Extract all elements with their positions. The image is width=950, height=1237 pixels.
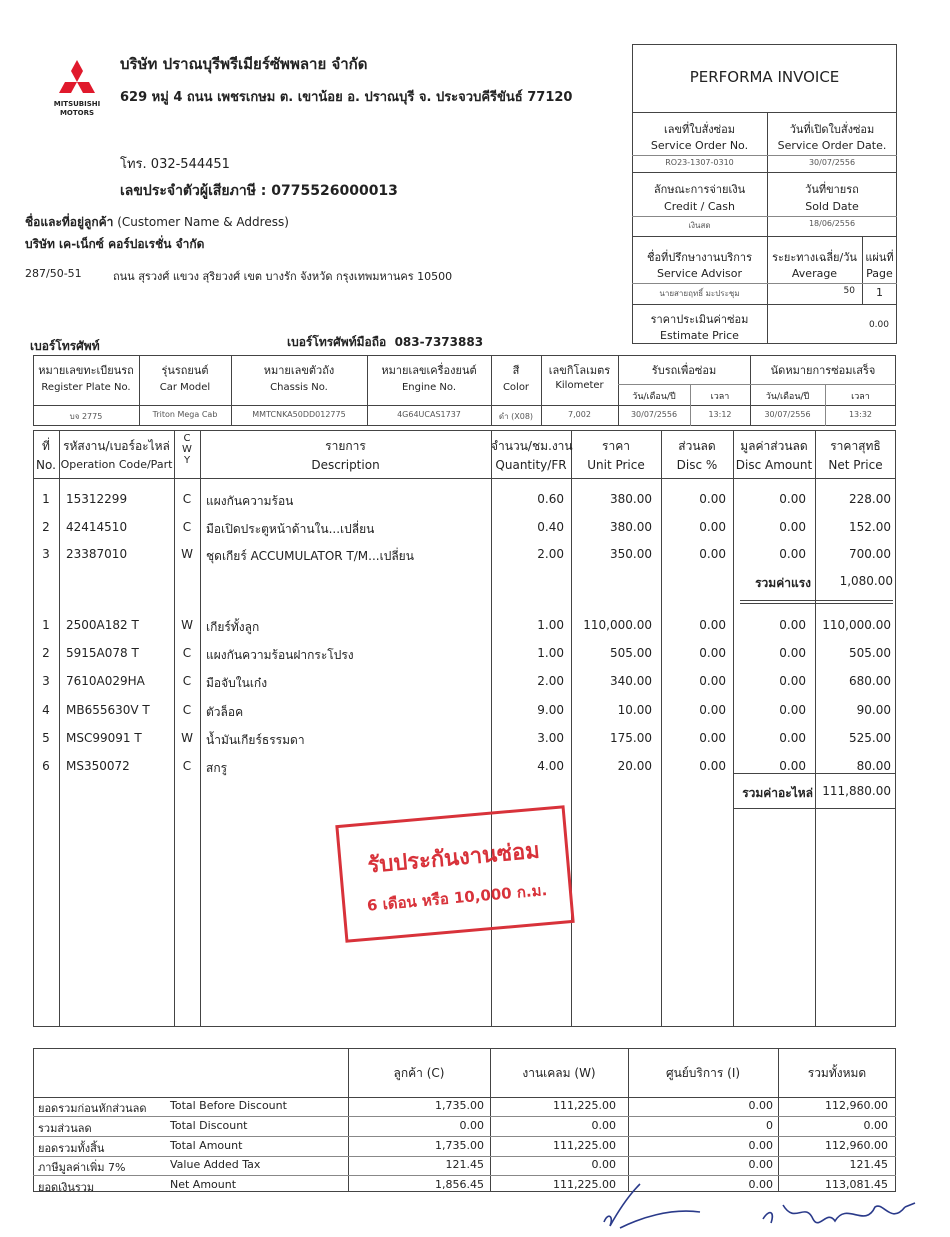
cell-price: 340.00 <box>610 674 652 689</box>
cell-price: 110,000.00 <box>583 618 652 632</box>
cell-desc: แผงกันความร้อน <box>206 494 294 508</box>
company-tax-id: เลขประจำตัวผู้เสียภาษี : 0775526000013 <box>120 183 398 199</box>
vh-receive-th: รับรถเพื่อซ่อม <box>651 364 717 377</box>
cell-discamt: 0.00 <box>779 618 806 632</box>
estimate-label-th: ราคาประเมินค่าซ่อม <box>650 313 749 326</box>
logo-text-2: MOTORS <box>59 109 95 117</box>
ih-price-th: ราคา <box>602 439 630 453</box>
cell-net: 228.00 <box>849 492 891 506</box>
vh-receive-date-label: วัน/เดือน/ปี <box>632 392 676 402</box>
cell-net: 152.00 <box>849 519 891 534</box>
ih-qty-en: Quantity/FR <box>495 458 567 472</box>
ih-no-en: No. <box>36 458 56 472</box>
labor-total-value: 1,080.00 <box>839 574 893 588</box>
vh-km-en: Kilometer <box>555 380 604 391</box>
cell-disc: 0.00 <box>699 730 726 745</box>
cell-cw: W <box>181 618 193 632</box>
cell-disc: 0.00 <box>699 674 726 689</box>
cell-cw: C <box>182 646 192 661</box>
cell-qty: 9.00 <box>537 702 564 717</box>
company-address: 629 หมู่ 4 ถนน เพชรเกษม ต. เขาน้อย อ. ปราณบุรี จ. ประจวบคีรีขันธ์ 77120 <box>120 90 573 105</box>
cell-price: 20.00 <box>617 759 652 773</box>
summary-cell-th: ภาษีมูลค่าเพิ่ม 7% <box>38 1161 126 1175</box>
cell-desc: สกรู <box>206 761 228 775</box>
cell-price: 505.00 <box>610 646 652 661</box>
summary-cell-c: 1,735.00 <box>435 1099 484 1112</box>
vh-plate-value: บจ 2775 <box>69 412 103 421</box>
average-label-th: ระยะทางเฉลี่ย/วัน <box>772 251 857 264</box>
cell-cw: C <box>182 702 192 717</box>
vh-receive-time-value: 13:12 <box>708 410 732 419</box>
advisor-value: นายสายฤทธิ์ มะประชุม <box>659 289 740 298</box>
summary-cell-th: ยอดรวมทั้งสิ้น <box>38 1141 105 1155</box>
cell-cw: C <box>182 759 192 773</box>
cell-qty: 1.00 <box>537 618 564 632</box>
ih-desc-en: Description <box>311 458 380 472</box>
ih-disc-th: ส่วนลด <box>678 439 716 453</box>
cell-net: 110,000.00 <box>822 618 891 632</box>
cell-no: 6 <box>42 759 50 773</box>
summary-cell-i: 0.00 <box>748 1178 773 1192</box>
vh-appoint-date-label: วัน/เดือน/ปี <box>765 392 810 402</box>
summary-cell-en: Value Added Tax <box>170 1158 261 1172</box>
summary-cell-i: 0.00 <box>748 1158 773 1172</box>
cell-discamt: 0.00 <box>779 646 806 661</box>
customer-name: บริษัท เค-เน็กซ์ คอร์ปอเรชั่น จำกัด <box>25 237 205 251</box>
cell-qty: 3.00 <box>537 730 564 745</box>
labor-total-label: รวมค่าแรง <box>755 576 811 590</box>
cell-desc: มือจับในเก๋ง <box>206 676 268 691</box>
customer-phone-label: เบอร์โทรศัพท์ <box>30 339 100 353</box>
stamp-line-2: 6 เดือน หรือ 10,000 ก.ม. <box>366 881 548 915</box>
vh-appoint-th: นัดหมายการซ่อมเสร็จ <box>770 364 876 377</box>
sold-date-value: 18/06/2556 <box>808 219 856 228</box>
cell-code: 15312299 <box>66 492 128 506</box>
vh-engine-th: หมายเลขเครื่องยนต์ <box>381 364 477 377</box>
cell-discamt: 0.00 <box>779 492 806 506</box>
cell-code: 23387010 <box>66 547 128 561</box>
cell-desc: น้ำมันเกียร์ธรรมดา <box>206 732 305 747</box>
summary-cell-c: 0.00 <box>459 1118 484 1132</box>
parts-total-label: รวมค่าอะไหล่ <box>742 786 813 800</box>
cell-qty: 0.40 <box>537 519 564 534</box>
cell-discamt: 0.00 <box>779 519 806 534</box>
cell-price: 380.00 <box>610 519 652 534</box>
summary-cell-w: 0.00 <box>591 1118 616 1132</box>
summary-cell-total: 112,960.00 <box>825 1099 888 1112</box>
cell-cw: W <box>181 730 193 745</box>
ih-net-en: Net Price <box>828 458 883 472</box>
cell-disc: 0.00 <box>699 759 726 773</box>
cell-net: 700.00 <box>849 547 891 561</box>
vh-color-value: ดำ (X08) <box>498 412 534 421</box>
vh-chassis-en: Chassis No. <box>270 382 328 393</box>
cell-net: 680.00 <box>849 674 891 689</box>
vh-plate-en: Register Plate No. <box>41 382 131 393</box>
advisor-label-th: ชื่อที่ปรึกษางานบริการ <box>646 251 752 264</box>
vh-chassis-th: หมายเลขตัวถัง <box>263 364 335 377</box>
cell-desc: ตัวล็อค <box>206 704 244 719</box>
cell-cw: W <box>181 547 193 561</box>
cell-code: 2500A182 T <box>66 618 139 632</box>
summary-cell-i: 0 <box>766 1118 773 1132</box>
sold-date-label-en: Sold Date <box>805 200 859 213</box>
payment-value: เงินสด <box>688 221 711 230</box>
summary-cell-c: 1,735.00 <box>435 1138 484 1152</box>
summary-cell-en: Total Before Discount <box>170 1099 287 1112</box>
cell-discamt: 0.00 <box>779 730 806 745</box>
sum-header-claim: งานเคลม (W) <box>522 1066 596 1080</box>
cell-price: 380.00 <box>610 492 652 506</box>
signature-2 <box>755 1195 925 1237</box>
vh-model-value: Triton Mega Cab <box>152 410 218 419</box>
cell-desc: ชุดเกียร์ ACCUMULATOR T/M...เปลี่ยน <box>206 549 414 563</box>
summary-cell-total: 0.00 <box>863 1118 888 1132</box>
sum-header-total: รวมทั้งหมด <box>807 1066 867 1080</box>
vh-km-th: เลขกิโลเมตร <box>548 364 611 377</box>
cell-desc: เกียร์ทั้งลูก <box>206 620 260 634</box>
customer-mobile: เบอร์โทรศัพท์มือถือ 083-7373883 <box>287 335 484 349</box>
cell-discamt: 0.00 <box>779 759 806 773</box>
cell-discamt: 0.00 <box>779 674 806 689</box>
summary-cell-en: Net Amount <box>170 1178 237 1192</box>
sum-header-service: ศูนย์บริการ (I) <box>665 1066 741 1080</box>
sold-date-label-th: วันที่ขายรถ <box>805 183 859 196</box>
summary-cell-w: 111,225.00 <box>553 1138 616 1152</box>
cell-code: 5915A078 T <box>66 646 139 661</box>
cell-disc: 0.00 <box>699 519 726 534</box>
company-logo <box>52 58 102 123</box>
vh-engine-value: 4G64UCAS1737 <box>397 410 461 419</box>
page-label-en: Page <box>866 267 893 280</box>
average-label-en: Average <box>791 267 838 280</box>
invoice-title: PERFORMA INVOICE <box>689 68 840 86</box>
so-no-label-th: เลขที่ใบสั่งซ่อม <box>663 123 736 136</box>
ih-cw: C W Y <box>182 433 192 466</box>
cell-net: 90.00 <box>856 702 891 717</box>
signature-1 <box>590 1178 710 1237</box>
so-date-value: 30/07/2556 <box>808 158 856 167</box>
summary-cell-th: ยอดรวมก่อนหักส่วนลด <box>38 1102 147 1115</box>
logo-text-1: MITSUBISHI <box>53 100 101 108</box>
payment-label-en: Credit / Cash <box>664 200 735 213</box>
cell-no: 3 <box>42 547 50 561</box>
summary-cell-w: 0.00 <box>591 1158 616 1172</box>
ih-price-en: Unit Price <box>587 458 645 472</box>
page-value: 1 <box>876 286 883 299</box>
cell-price: 175.00 <box>610 730 652 745</box>
so-no-label-en: Service Order No. <box>650 139 749 152</box>
cell-no: 2 <box>42 646 50 661</box>
cell-no: 2 <box>42 519 50 534</box>
ih-code-en: Operation Code/Part <box>60 458 173 471</box>
summary-cell-c: 1,856.45 <box>435 1178 484 1192</box>
company-name: บริษัท ปราณบุรีพรีเมียร์ซัพพลาย จำกัด <box>120 55 368 73</box>
cell-desc: มือเปิดประตูหน้าด้านใน...เปลี่ยน <box>206 521 375 536</box>
cell-net: 80.00 <box>856 759 891 773</box>
ih-discamt-th: มูลค่าส่วนลด <box>740 439 808 453</box>
vh-appoint-time-value: 13:32 <box>848 410 873 419</box>
cell-no: 5 <box>42 730 50 745</box>
cell-disc: 0.00 <box>699 702 726 717</box>
payment-label-th: ลักษณะการจ่ายเงิน <box>653 183 746 196</box>
cell-disc: 0.00 <box>699 547 726 561</box>
company-phone: โทร. 032-544451 <box>120 157 230 172</box>
ih-desc-th: รายการ <box>325 439 366 453</box>
cell-cw: C <box>182 492 192 506</box>
summary-cell-en: Total Discount <box>170 1118 248 1132</box>
customer-address-no: 287/50-51 <box>25 267 82 280</box>
cell-qty: 2.00 <box>537 674 564 689</box>
cell-disc: 0.00 <box>699 492 726 506</box>
sum-header-customer: ลูกค้า (C) <box>393 1066 445 1080</box>
cell-desc: แผงกันความร้อนฝากระโปรง <box>206 648 354 663</box>
vh-chassis-value: MMTCNKA50DD012775 <box>252 410 346 419</box>
vh-km-value: 7,002 <box>568 410 591 419</box>
ih-code-th: รหัสงาน/เบอร์อะไหล่ <box>63 439 170 453</box>
so-no-value: RO23-1307-0310 <box>665 158 734 167</box>
cell-qty: 2.00 <box>537 547 564 561</box>
customer-label: ชื่อและที่อยู่ลูกค้า (Customer Name & Address) <box>25 215 289 229</box>
summary-cell-i: 0.00 <box>748 1099 773 1112</box>
summary-cell-w: 111,225.00 <box>553 1178 616 1192</box>
parts-total-value: 111,880.00 <box>822 784 891 798</box>
summary-cell-th: ยอดเงินรวม <box>38 1181 95 1195</box>
warranty-stamp <box>335 805 574 943</box>
cell-no: 1 <box>42 618 50 632</box>
cell-no: 4 <box>42 702 50 717</box>
cell-discamt: 0.00 <box>779 702 806 717</box>
cell-price: 10.00 <box>617 702 652 717</box>
cell-no: 3 <box>42 674 50 689</box>
ih-disc-en: Disc % <box>676 458 718 472</box>
cell-code: MSC99091 T <box>66 730 142 745</box>
summary-cell-i: 0.00 <box>748 1138 773 1152</box>
vh-appoint-date-value: 30/07/2556 <box>764 410 811 419</box>
ih-qty-th: จำนวน/ชม.งาน <box>491 439 573 453</box>
cell-disc: 0.00 <box>699 646 726 661</box>
cell-code: MB655630V T <box>66 702 150 717</box>
ih-net-th: ราคาสุทธิ <box>830 439 881 453</box>
summary-cell-c: 121.45 <box>445 1158 484 1172</box>
cell-net: 505.00 <box>849 646 891 661</box>
vh-color-th: สี <box>512 364 520 377</box>
ih-no-th: ที่ <box>42 439 50 453</box>
stamp-line-1: รับประกันงานซ่อม <box>366 838 541 879</box>
vh-model-en: Car Model <box>159 382 211 393</box>
vh-receive-date-value: 30/07/2556 <box>630 410 678 419</box>
so-date-label-en: Service Order Date. <box>777 139 887 152</box>
summary-cell-total: 121.45 <box>849 1158 888 1172</box>
cell-disc: 0.00 <box>699 618 726 632</box>
average-value: 50 <box>843 286 855 296</box>
ih-discamt-en: Disc Amount <box>735 458 813 472</box>
advisor-label-en: Service Advisor <box>656 267 742 280</box>
estimate-label-en: Estimate Price <box>660 329 739 342</box>
summary-cell-w: 111,225.00 <box>553 1099 616 1112</box>
mitsubishi-diamonds-icon <box>52 58 102 102</box>
summary-cell-th: รวมส่วนลด <box>38 1121 92 1135</box>
cell-qty: 1.00 <box>537 646 564 661</box>
estimate-value: 0.00 <box>868 320 889 330</box>
page-label-th: แผ่นที่ <box>865 251 894 264</box>
cell-code: 7610A029HA <box>66 674 145 689</box>
cell-qty: 4.00 <box>537 759 564 773</box>
cell-code: 42414510 <box>66 519 128 534</box>
vh-receive-time-label: เวลา <box>710 392 730 402</box>
customer-address: ถนน สุรวงศ์ แขวง สุริยวงศ์ เขต บางรัก จังหวัด กรุงเทพมหานคร 10500 <box>113 270 453 283</box>
vh-engine-en: Engine No. <box>401 382 457 393</box>
cell-cw: C <box>182 674 192 689</box>
summary-cell-en: Total Amount <box>170 1138 243 1152</box>
cell-price: 350.00 <box>610 547 652 561</box>
cell-no: 1 <box>42 492 50 506</box>
cell-cw: C <box>182 519 192 534</box>
vh-appoint-time-label: เวลา <box>851 392 870 402</box>
vh-plate-th: หมายเลขทะเบียนรถ <box>38 364 134 377</box>
cell-net: 525.00 <box>849 730 891 745</box>
cell-discamt: 0.00 <box>779 547 806 561</box>
cell-code: MS350072 <box>66 759 130 773</box>
cell-qty: 0.60 <box>537 492 564 506</box>
vh-color-en: Color <box>502 382 530 393</box>
summary-cell-total: 112,960.00 <box>825 1138 888 1152</box>
so-date-label-th: วันที่เปิดใบสั่งซ่อม <box>789 123 875 136</box>
summary-cell-total: 113,081.45 <box>825 1178 888 1192</box>
vh-model-th: รุ่นรถยนต์ <box>161 364 209 377</box>
